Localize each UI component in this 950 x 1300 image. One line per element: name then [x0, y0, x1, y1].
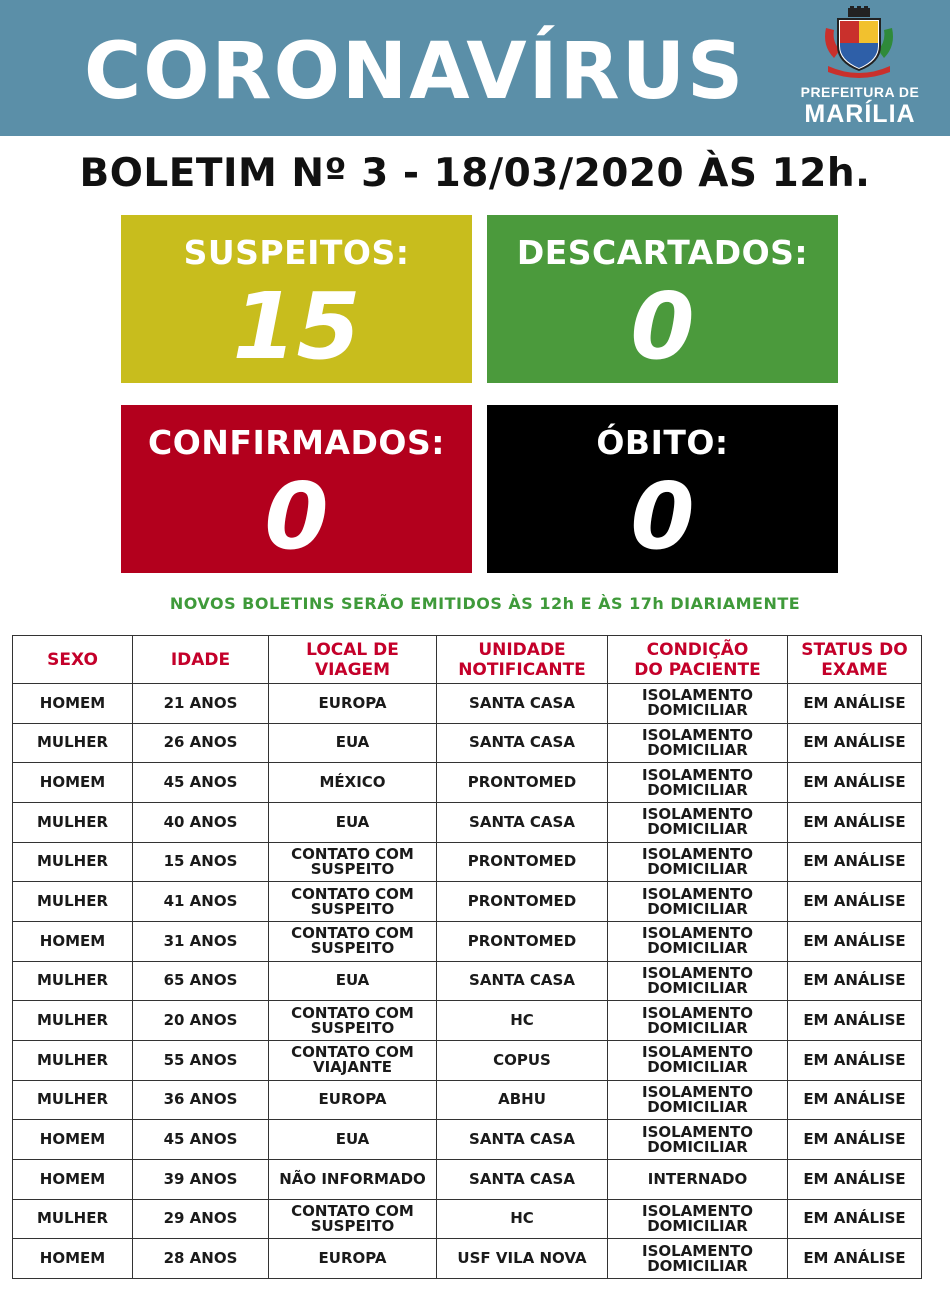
cell-status-do-exame: EM ANÁLISE: [788, 1001, 922, 1041]
cell-idade: 36 ANOS: [133, 1080, 269, 1120]
cell-status-do-exame: EM ANÁLISE: [788, 684, 922, 724]
city-crest-icon: [820, 6, 898, 78]
cell-unidade-notificante: USF VILA NOVA: [437, 1239, 608, 1279]
cell-sexo: HOMEM: [13, 1239, 133, 1279]
cell-sexo: MULHER: [13, 842, 133, 882]
confirmed-box: [121, 405, 472, 573]
cell-sexo: HOMEM: [13, 1120, 133, 1160]
suspects-label: SUSPEITOS:: [183, 233, 410, 272]
cell-idade: 45 ANOS: [133, 763, 269, 803]
cell-condicao-do-paciente: ISOLAMENTO DOMICILIAR: [608, 882, 788, 922]
cell-condicao-do-paciente: ISOLAMENTO DOMICILIAR: [608, 1001, 788, 1041]
cell-sexo: HOMEM: [13, 684, 133, 724]
header-idade: IDADE: [133, 636, 269, 684]
cell-sexo: HOMEM: [13, 1159, 133, 1199]
suspects-box: [121, 215, 472, 383]
cell-local-de-viagem: CONTATO COM VIAJANTE: [269, 1040, 437, 1080]
cell-sexo: MULHER: [13, 723, 133, 763]
cell-local-de-viagem: EUROPA: [269, 1239, 437, 1279]
table-row: [13, 842, 922, 882]
page-title: CORONAVÍRUS: [84, 27, 746, 117]
bulletin-heading: BOLETIM Nº 3 - 18/03/2020 ÀS 12h.: [79, 151, 871, 196]
cell-status-do-exame: EM ANÁLISE: [788, 723, 922, 763]
cell-sexo: HOMEM: [13, 921, 133, 961]
cell-condicao-do-paciente: ISOLAMENTO DOMICILIAR: [608, 1120, 788, 1160]
header-status-do-exame: STATUS DO EXAME: [788, 636, 922, 684]
cell-unidade-notificante: SANTA CASA: [437, 802, 608, 842]
cell-unidade-notificante: PRONTOMED: [437, 763, 608, 803]
cell-condicao-do-paciente: INTERNADO: [608, 1159, 788, 1199]
cell-status-do-exame: EM ANÁLISE: [788, 842, 922, 882]
cell-idade: 29 ANOS: [133, 1199, 269, 1239]
cases-table: [12, 635, 922, 1279]
cell-local-de-viagem: CONTATO COM SUSPEITO: [269, 1001, 437, 1041]
cell-condicao-do-paciente: ISOLAMENTO DOMICILIAR: [608, 1199, 788, 1239]
cell-condicao-do-paciente: ISOLAMENTO DOMICILIAR: [608, 802, 788, 842]
org-name-line1: PREFEITURA DE: [800, 84, 920, 100]
cell-local-de-viagem: CONTATO COM SUSPEITO: [269, 1199, 437, 1239]
cell-status-do-exame: EM ANÁLISE: [788, 1199, 922, 1239]
table-row: [13, 921, 922, 961]
org-name-line2: MARÍLIA: [804, 100, 916, 128]
cell-sexo: MULHER: [13, 1080, 133, 1120]
cell-condicao-do-paciente: ISOLAMENTO DOMICILIAR: [608, 1080, 788, 1120]
discarded-label: DESCARTADOS:: [516, 233, 809, 272]
cell-idade: 45 ANOS: [133, 1120, 269, 1160]
table-row: [13, 802, 922, 842]
cell-local-de-viagem: CONTATO COM SUSPEITO: [269, 882, 437, 922]
table-row: [13, 1001, 922, 1041]
table-row: [13, 1159, 922, 1199]
cell-unidade-notificante: SANTA CASA: [437, 684, 608, 724]
cell-status-do-exame: EM ANÁLISE: [788, 921, 922, 961]
org-name: [780, 84, 940, 128]
cell-sexo: MULHER: [13, 802, 133, 842]
cell-idade: 65 ANOS: [133, 961, 269, 1001]
cell-idade: 55 ANOS: [133, 1040, 269, 1080]
cell-local-de-viagem: EUA: [269, 723, 437, 763]
table-row: [13, 1040, 922, 1080]
cell-status-do-exame: EM ANÁLISE: [788, 1239, 922, 1279]
table-row: [13, 1199, 922, 1239]
table-row: [13, 882, 922, 922]
cell-idade: 40 ANOS: [133, 802, 269, 842]
deaths-box: [487, 405, 838, 573]
table-header-row: [13, 636, 922, 684]
cell-idade: 20 ANOS: [133, 1001, 269, 1041]
cell-local-de-viagem: EUROPA: [269, 684, 437, 724]
cell-unidade-notificante: PRONTOMED: [437, 842, 608, 882]
cell-condicao-do-paciente: ISOLAMENTO DOMICILIAR: [608, 921, 788, 961]
cell-unidade-notificante: SANTA CASA: [437, 961, 608, 1001]
cell-unidade-notificante: SANTA CASA: [437, 1120, 608, 1160]
table-row: [13, 961, 922, 1001]
cell-unidade-notificante: HC: [437, 1001, 608, 1041]
cell-sexo: MULHER: [13, 961, 133, 1001]
cell-status-do-exame: EM ANÁLISE: [788, 882, 922, 922]
cell-idade: 21 ANOS: [133, 684, 269, 724]
cell-local-de-viagem: EUROPA: [269, 1080, 437, 1120]
cell-idade: 41 ANOS: [133, 882, 269, 922]
cell-unidade-notificante: ABHU: [437, 1080, 608, 1120]
cell-unidade-notificante: HC: [437, 1199, 608, 1239]
cell-condicao-do-paciente: ISOLAMENTO DOMICILIAR: [608, 1239, 788, 1279]
schedule-notice: NOVOS BOLETINS SERÃO EMITIDOS ÀS 12h E ÀS 17h DIARIAMENTE: [169, 594, 801, 613]
cell-status-do-exame: EM ANÁLISE: [788, 1040, 922, 1080]
confirmed-count: 0: [264, 463, 329, 570]
deaths-count: 0: [630, 463, 695, 570]
cell-idade: 28 ANOS: [133, 1239, 269, 1279]
cell-local-de-viagem: NÃO INFORMADO: [269, 1159, 437, 1199]
cell-unidade-notificante: PRONTOMED: [437, 882, 608, 922]
header-unidade-notificante: UNIDADE NOTIFICANTE: [437, 636, 608, 684]
cell-unidade-notificante: COPUS: [437, 1040, 608, 1080]
cell-condicao-do-paciente: ISOLAMENTO DOMICILIAR: [608, 723, 788, 763]
cell-status-do-exame: EM ANÁLISE: [788, 763, 922, 803]
cell-local-de-viagem: CONTATO COM SUSPEITO: [269, 921, 437, 961]
cell-sexo: MULHER: [13, 882, 133, 922]
confirmed-label: CONFIRMADOS:: [148, 423, 445, 462]
cell-idade: 15 ANOS: [133, 842, 269, 882]
cell-local-de-viagem: EUA: [269, 802, 437, 842]
deaths-label: ÓBITO:: [596, 423, 729, 462]
discarded-count: 0: [630, 273, 695, 380]
cell-idade: 31 ANOS: [133, 921, 269, 961]
cell-sexo: MULHER: [13, 1040, 133, 1080]
cell-status-do-exame: EM ANÁLISE: [788, 1080, 922, 1120]
table-row: [13, 1120, 922, 1160]
cell-condicao-do-paciente: ISOLAMENTO DOMICILIAR: [608, 842, 788, 882]
cell-condicao-do-paciente: ISOLAMENTO DOMICILIAR: [608, 684, 788, 724]
cell-condicao-do-paciente: ISOLAMENTO DOMICILIAR: [608, 961, 788, 1001]
cell-local-de-viagem: EUA: [269, 961, 437, 1001]
discarded-box: [487, 215, 838, 383]
cell-sexo: HOMEM: [13, 763, 133, 803]
header-sexo: SEXO: [13, 636, 133, 684]
cell-local-de-viagem: MÉXICO: [269, 763, 437, 803]
table-row: [13, 1080, 922, 1120]
cell-status-do-exame: EM ANÁLISE: [788, 1120, 922, 1160]
cell-sexo: MULHER: [13, 1001, 133, 1041]
cell-unidade-notificante: SANTA CASA: [437, 1159, 608, 1199]
table-row: [13, 723, 922, 763]
table-row: [13, 763, 922, 803]
cell-local-de-viagem: CONTATO COM SUSPEITO: [269, 842, 437, 882]
suspects-count: 15: [232, 273, 361, 380]
header-local-de-viagem: LOCAL DE VIAGEM: [269, 636, 437, 684]
cell-unidade-notificante: PRONTOMED: [437, 921, 608, 961]
header-condicao-do-paciente: CONDIÇÃO DO PACIENTE: [608, 636, 788, 684]
cell-unidade-notificante: SANTA CASA: [437, 723, 608, 763]
table-row: [13, 684, 922, 724]
cell-idade: 39 ANOS: [133, 1159, 269, 1199]
cell-local-de-viagem: EUA: [269, 1120, 437, 1160]
table-row: [13, 1239, 922, 1279]
cell-idade: 26 ANOS: [133, 723, 269, 763]
cell-status-do-exame: EM ANÁLISE: [788, 1159, 922, 1199]
cell-sexo: MULHER: [13, 1199, 133, 1239]
cell-status-do-exame: EM ANÁLISE: [788, 802, 922, 842]
cell-condicao-do-paciente: ISOLAMENTO DOMICILIAR: [608, 763, 788, 803]
cell-condicao-do-paciente: ISOLAMENTO DOMICILIAR: [608, 1040, 788, 1080]
cell-status-do-exame: EM ANÁLISE: [788, 961, 922, 1001]
header-banner: [0, 0, 950, 136]
